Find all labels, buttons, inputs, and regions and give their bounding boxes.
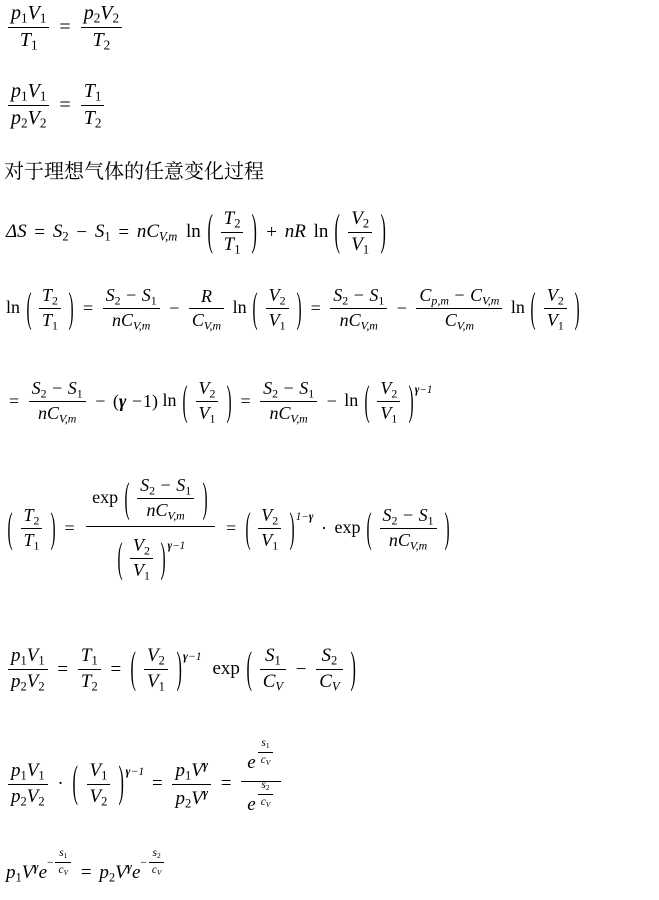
- numerator: p2V2: [81, 2, 122, 28]
- gamma-minus-one-group: (γ −1): [112, 391, 158, 412]
- equation-7: $\frac{p1V1}{p2V2}$ = $\frac{T1}{T2}$ = ( $\frac{V2}{V1}$ )γ−1 exp ( $\frac{S1}{C_V}$ − $\frac{S2}{C_V}$ ): [6, 645, 358, 695]
- fraction-s2-over-cv: $\frac{S2}{C_V}$: [316, 645, 342, 695]
- equals-sign: =: [59, 16, 71, 39]
- fraction-v1-over-v2: $\frac{V1}{V2}$: [87, 760, 111, 810]
- equation-5: = $\frac{S2 - S1}{nC_{V,m}}$ − (γ −1) ln ( $\frac{V2}{V1}$ ) = $\frac{S2 - S1}{nC_{V,m}}$ − ln ( $\frac{V2}{V1}$ )γ−1: [9, 377, 433, 426]
- exponent-neg-s1-over-cv: − $\frac{s1}{c_V}$: [47, 847, 73, 878]
- fraction-p1v1-over-p2v2: [8, 80, 49, 132]
- fraction-p1v1-over-t1: [8, 2, 49, 54]
- equation-8: $\frac{p1V1}{p2V2}$ · ( $\frac{V1}{V2}$ )γ−1 = $\frac{p1V^\gamma}{p2V^\gamma}$ = e $\frac{s1}{c_V}$ e $\frac{s2}{c_V}$: [6, 748, 283, 821]
- equals-sign: =: [59, 94, 71, 117]
- denominator: T1: [19, 29, 38, 53]
- body-text-line: 对于理想气体的任意变化过程: [4, 159, 264, 183]
- exponent-s1-over-cv: $\frac{s1}{c_V}$: [256, 737, 276, 768]
- denominator: p2V2: [11, 107, 47, 131]
- fraction-exp-over-ratio: exp ( $\frac{S2 - S1}{nC_{V,m}}$ ) ( $\frac{V2}{V1}$ )γ−1: [86, 475, 215, 582]
- numerator: p1V1: [8, 2, 49, 28]
- equation-3: $\Delta S = S2 - S1 = nC_{V,m}$ ln ( $\frac{T2}{T1}$ ) + nR ln ( $\frac{V2}{V1}$ ): [6, 206, 386, 257]
- fraction-cpm-minus-cvm-over-cvm: $\frac{C_{p,m} - C_{V,m}}{C_{V,m}}$: [416, 285, 502, 333]
- equation-9: $p1V^\gamma e-$ $\frac{s1}{c_V}$ = $p2V^\gamma e-$ $\frac{s2}{c_V}$: [6, 858, 166, 889]
- fraction-p1vgamma-over-p2vgamma: $\frac{p1V^\gamma}{p2V^\gamma}$: [172, 758, 211, 811]
- fraction-t2-over-t1: $\frac{T2}{T1}$: [221, 208, 244, 258]
- equation-1: [6, 2, 124, 54]
- equation-4: ln ( $\frac{T2}{T1}$ ) = $\frac{S2 - S1}{nC_{V,m}}$ − $\frac{R}{C_{V,m}}$ ln ( $\frac{V2}{V1}$ ) = $\frac{S2 - S1}{nC_{V,m}}$ − $\frac{C_{p,m} - C_{V,m}}{C_{V,m}}$ ln ( $\frac{V2}{V1}$ ): [6, 284, 580, 333]
- numerator: T1: [81, 80, 105, 106]
- equation-6: ( $\frac{T2}{T1}$ ) = exp ( $\frac{S2 - S1}{nC_{V,m}}$ ) ( $\frac{V2}{V1}$ )γ−1 = ( $\frac{V2}{V1}$ )1−γ · exp ( $\frac{S2 - S1}{nC_{V,m}}$ ): [7, 473, 450, 583]
- equation-2: [6, 80, 106, 132]
- exponent-s2-over-cv: $\frac{s2}{c_V}$: [256, 779, 276, 810]
- denominator: T2: [83, 107, 102, 131]
- numerator: p1V1: [8, 80, 49, 106]
- fraction-r-over-cvm: $\frac{R}{C_{V,m}}$: [189, 286, 224, 333]
- exponent-neg-s2-over-cv: − $\frac{s2}{c_V}$: [140, 847, 166, 878]
- denominator: T2: [92, 29, 111, 53]
- fraction-deltas-over-ncvm: $\frac{S2 - S1}{nC_{V,m}}$: [103, 285, 160, 333]
- exponent-one-minus-gamma: 1−γ: [295, 510, 314, 523]
- exponent-gamma-minus-one: γ−1: [414, 384, 433, 397]
- fraction-s1-over-cv: $\frac{S1}{C_V}$: [260, 645, 286, 695]
- delta-s: ΔS: [6, 221, 27, 243]
- fraction-exp-ratio: e $\frac{s1}{c_V}$ e $\frac{s2}{c_V}$: [241, 748, 281, 821]
- fraction-v2-over-v1: $\frac{V2}{V1}$: [348, 208, 372, 258]
- fraction-t1-over-t2: [81, 80, 105, 132]
- fraction-p2v2-over-t2: [81, 2, 122, 54]
